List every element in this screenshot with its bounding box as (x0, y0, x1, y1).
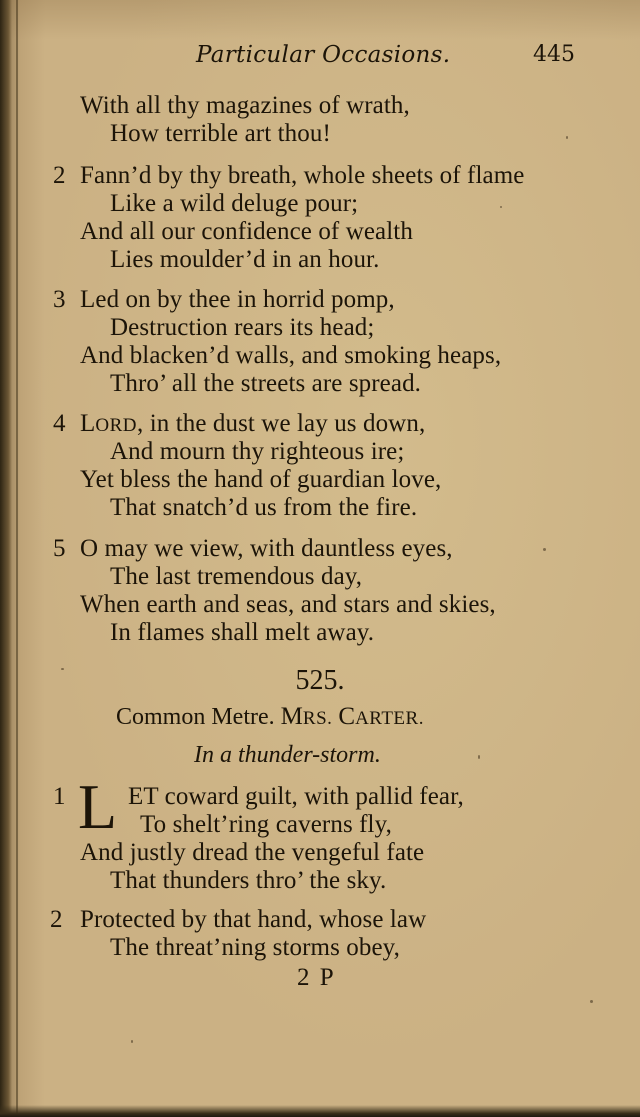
verse-line: And mourn thy righteous ire; (110, 438, 405, 465)
verse-line: Protected by that hand, whose law (80, 906, 427, 933)
paper-speck (61, 668, 64, 670)
gutter-line (16, 0, 18, 1117)
verse-line: The last tremendous day, (110, 563, 363, 590)
verse-line: Like a wild deluge pour; (110, 190, 359, 217)
verse-line: With all thy magazines of wrath, (80, 92, 410, 119)
verse-line: How terrible art thou! (110, 120, 331, 147)
verse-line: Thro’ all the streets are spread. (110, 370, 422, 397)
hymn-meter-author (116, 703, 424, 731)
stanza-number: 2 (53, 162, 66, 189)
hymn-subtitle: In a thunder-storm. (194, 742, 381, 768)
verse-line: Fann’d by thy breath, whole sheets of flame (80, 162, 525, 189)
page-number: 445 (533, 42, 575, 67)
verse-line (80, 410, 425, 440)
verse-line: O may we view, with dauntless eyes, (80, 535, 453, 562)
hymn-number: 525. (295, 665, 345, 696)
verse-line: And justly dread the vengeful fate (80, 839, 425, 866)
small-caps-initial: L (80, 410, 96, 437)
verse-line: And blacken’d walls, and smoking heaps, (80, 342, 502, 369)
author-prefix-initial: M (280, 703, 303, 730)
verse-line: Lies moulder’d in an hour. (110, 246, 380, 273)
verse-line: ET coward guilt, with pallid fear, (128, 783, 464, 810)
paper-speck (500, 206, 502, 208)
verse-line: And all our confidence of wealth (80, 218, 413, 245)
drop-cap: L (78, 771, 118, 842)
verse-line: Destruction rears its head; (110, 314, 375, 341)
running-head (0, 42, 640, 76)
paper-speck (566, 136, 568, 139)
book-spine-shadow (0, 0, 12, 1117)
verse-line: The threat’ning storms obey, (110, 934, 400, 961)
stanza-number: 5 (53, 535, 66, 562)
verse-line: To shelt’ring caverns fly, (140, 811, 392, 838)
verse-line: That snatch’d us from the fire. (110, 494, 418, 521)
author-prefix-rest: RS. (302, 708, 333, 729)
stanza-number: 2 (50, 906, 63, 933)
paper-speck (131, 1040, 133, 1043)
verse-line: When earth and seas, and stars and skies, (80, 591, 496, 618)
hymn-meter: Common Metre. (116, 704, 275, 730)
verse-line: In flames shall melt away. (110, 619, 375, 646)
verse-line-rest: , in the dust we lay us down, (137, 410, 426, 437)
verse-line: Led on by thee in horrid pomp, (80, 286, 395, 313)
verse-line: That thunders thro’ the sky. (110, 867, 387, 894)
verse-line: Yet bless the hand of guardian love, (80, 466, 442, 493)
stanza-number: 3 (53, 286, 66, 313)
stanza-number: 1 (53, 783, 66, 810)
paper-speck (543, 548, 546, 551)
running-head-title: Particular Occasions. (196, 42, 451, 68)
signature-mark: 2 P (297, 964, 336, 991)
author-initial: C (338, 703, 356, 730)
stanza-number: 4 (53, 410, 66, 437)
small-caps-rest: ORD (95, 415, 137, 436)
paper-speck (478, 755, 480, 759)
paper-speck (590, 1000, 593, 1003)
author-rest: ARTER. (355, 708, 424, 729)
page-bottom-edge (0, 1105, 640, 1117)
